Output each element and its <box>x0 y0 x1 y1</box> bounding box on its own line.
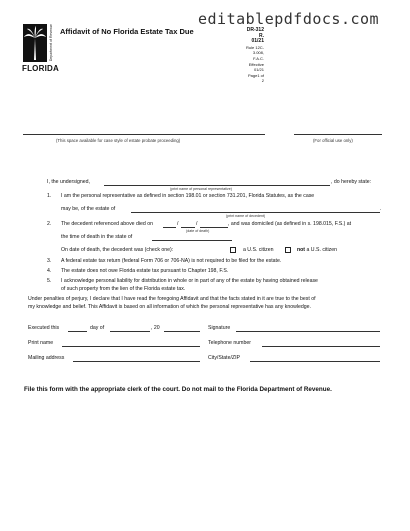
domicile-state-field[interactable] <box>152 240 232 241</box>
executed-label: Executed this <box>28 325 60 331</box>
form-number: DR-312 <box>246 27 264 33</box>
item1-text: I am the personal representative as defined in section 198.01 or section 731.201, Florida Statutes, as the case <box>61 193 315 199</box>
citizen-not-label: not <box>296 247 306 254</box>
print-name-field[interactable] <box>62 346 200 347</box>
telephone-field[interactable] <box>262 346 380 347</box>
item2-text-c: the time of death in the state of <box>61 234 133 240</box>
citizen-yes-option[interactable] <box>230 247 274 253</box>
rep-name-field[interactable] <box>104 185 330 186</box>
rule: Rule 12C-3.008, F.A.C. <box>246 44 265 61</box>
item3-text: A federal estate tax return (federal Form 706 or 706-NA) is not required to be filed for the estate. <box>61 258 282 264</box>
item3-number: 3. <box>47 258 52 264</box>
item2-text: The decedent referenced above died on <box>61 221 154 227</box>
citizen-yes-checkbox[interactable] <box>230 247 236 253</box>
perjury-statement: Under penalties of perjury, I declare that I have read the foregoing Affidavit and that the facts stated in it are true to the best of <box>28 296 316 302</box>
telephone-label: Telephone number <box>208 340 251 346</box>
effective-date: Effective 01/21 <box>248 61 264 73</box>
signature-label: Signature <box>208 325 231 331</box>
executed-month-field[interactable] <box>110 331 150 332</box>
rep-name-caption: (print name of personal representative) <box>170 187 232 191</box>
item2-number: 2. <box>47 221 52 227</box>
citizen-no-checkbox[interactable] <box>285 247 291 253</box>
item5-number: 5. <box>47 278 52 284</box>
form-title: Affidavit of No Florida Estate Tax Due <box>60 27 194 36</box>
form-number-block <box>246 28 264 84</box>
slash: / <box>196 221 198 227</box>
florida-logo-text: FLORIDA <box>22 64 59 73</box>
day-of-label: day of <box>90 325 105 331</box>
citizen-yes-label: a U.S. citizen <box>242 247 274 254</box>
citizen-no-option[interactable] <box>285 247 337 253</box>
page-indicator: Page1 of 2 <box>247 72 264 84</box>
item1-text-cont: may be, of the estate of <box>61 206 116 212</box>
item5-text: I acknowledge personal liability for distribution in whole or in part of any of the estate by having obtained release <box>61 278 318 284</box>
signature-field[interactable] <box>236 331 380 332</box>
death-day-field[interactable] <box>181 227 195 228</box>
mailing-address-field[interactable] <box>73 361 200 362</box>
decedent-name-field[interactable] <box>131 212 380 213</box>
citizen-no-label: a U.S. citizen <box>306 247 338 254</box>
death-year-field[interactable] <box>200 227 228 228</box>
slash: / <box>177 221 179 227</box>
citizen-question: On date of death, the decedent was (check one): <box>61 247 174 253</box>
item5-text-cont: of such property from the lien of the Florida estate tax. <box>61 286 186 292</box>
item1-number: 1. <box>47 193 52 199</box>
item2-text-b: , and was domiciled (as defined in s. 198.015, F.S.) at <box>228 221 352 227</box>
palm-tree-logo-icon <box>23 24 47 62</box>
print-name-label: Print name <box>28 340 54 346</box>
city-state-zip-label: City/State/ZIP <box>208 355 240 361</box>
year-label: , 20 <box>151 325 160 331</box>
item4-text: The estate does not owe Florida estate tax pursuant to Chapter 198, F.S. <box>61 268 229 274</box>
decedent-name-caption: (print name of decedent) <box>226 214 266 218</box>
item4-number: 4. <box>47 268 52 274</box>
death-month-field[interactable] <box>163 227 176 228</box>
case-style-caption: (This space available for case style of estate probate proceeding) <box>56 138 181 143</box>
perjury-statement-cont: my knowledge and belief. This Affidavit is based on all information of which the personal representative has any knowledge. <box>28 304 311 310</box>
case-style-divider <box>23 134 265 135</box>
executed-year-field[interactable] <box>164 331 200 332</box>
official-use-caption: (For official use only) <box>313 138 353 143</box>
filing-instruction: File this form with the appropriate clerk of the court. Do not mail to the Florida Department of Revenue. <box>24 386 332 393</box>
executed-day-field[interactable] <box>68 331 87 332</box>
mailing-address-label: Mailing address <box>28 355 65 361</box>
undersigned-label: I, the undersigned, <box>47 179 90 185</box>
official-use-divider <box>294 134 382 135</box>
city-state-zip-field[interactable] <box>250 361 380 362</box>
revision: R. 01/21 <box>251 32 264 45</box>
department-label: Department of Revenue <box>49 24 53 62</box>
watermark: editablepdfdocs.com <box>198 10 380 28</box>
period: . <box>380 206 382 212</box>
hereby-state: , do hereby state: <box>331 179 372 185</box>
date-of-death-caption: (date of death) <box>186 229 210 233</box>
